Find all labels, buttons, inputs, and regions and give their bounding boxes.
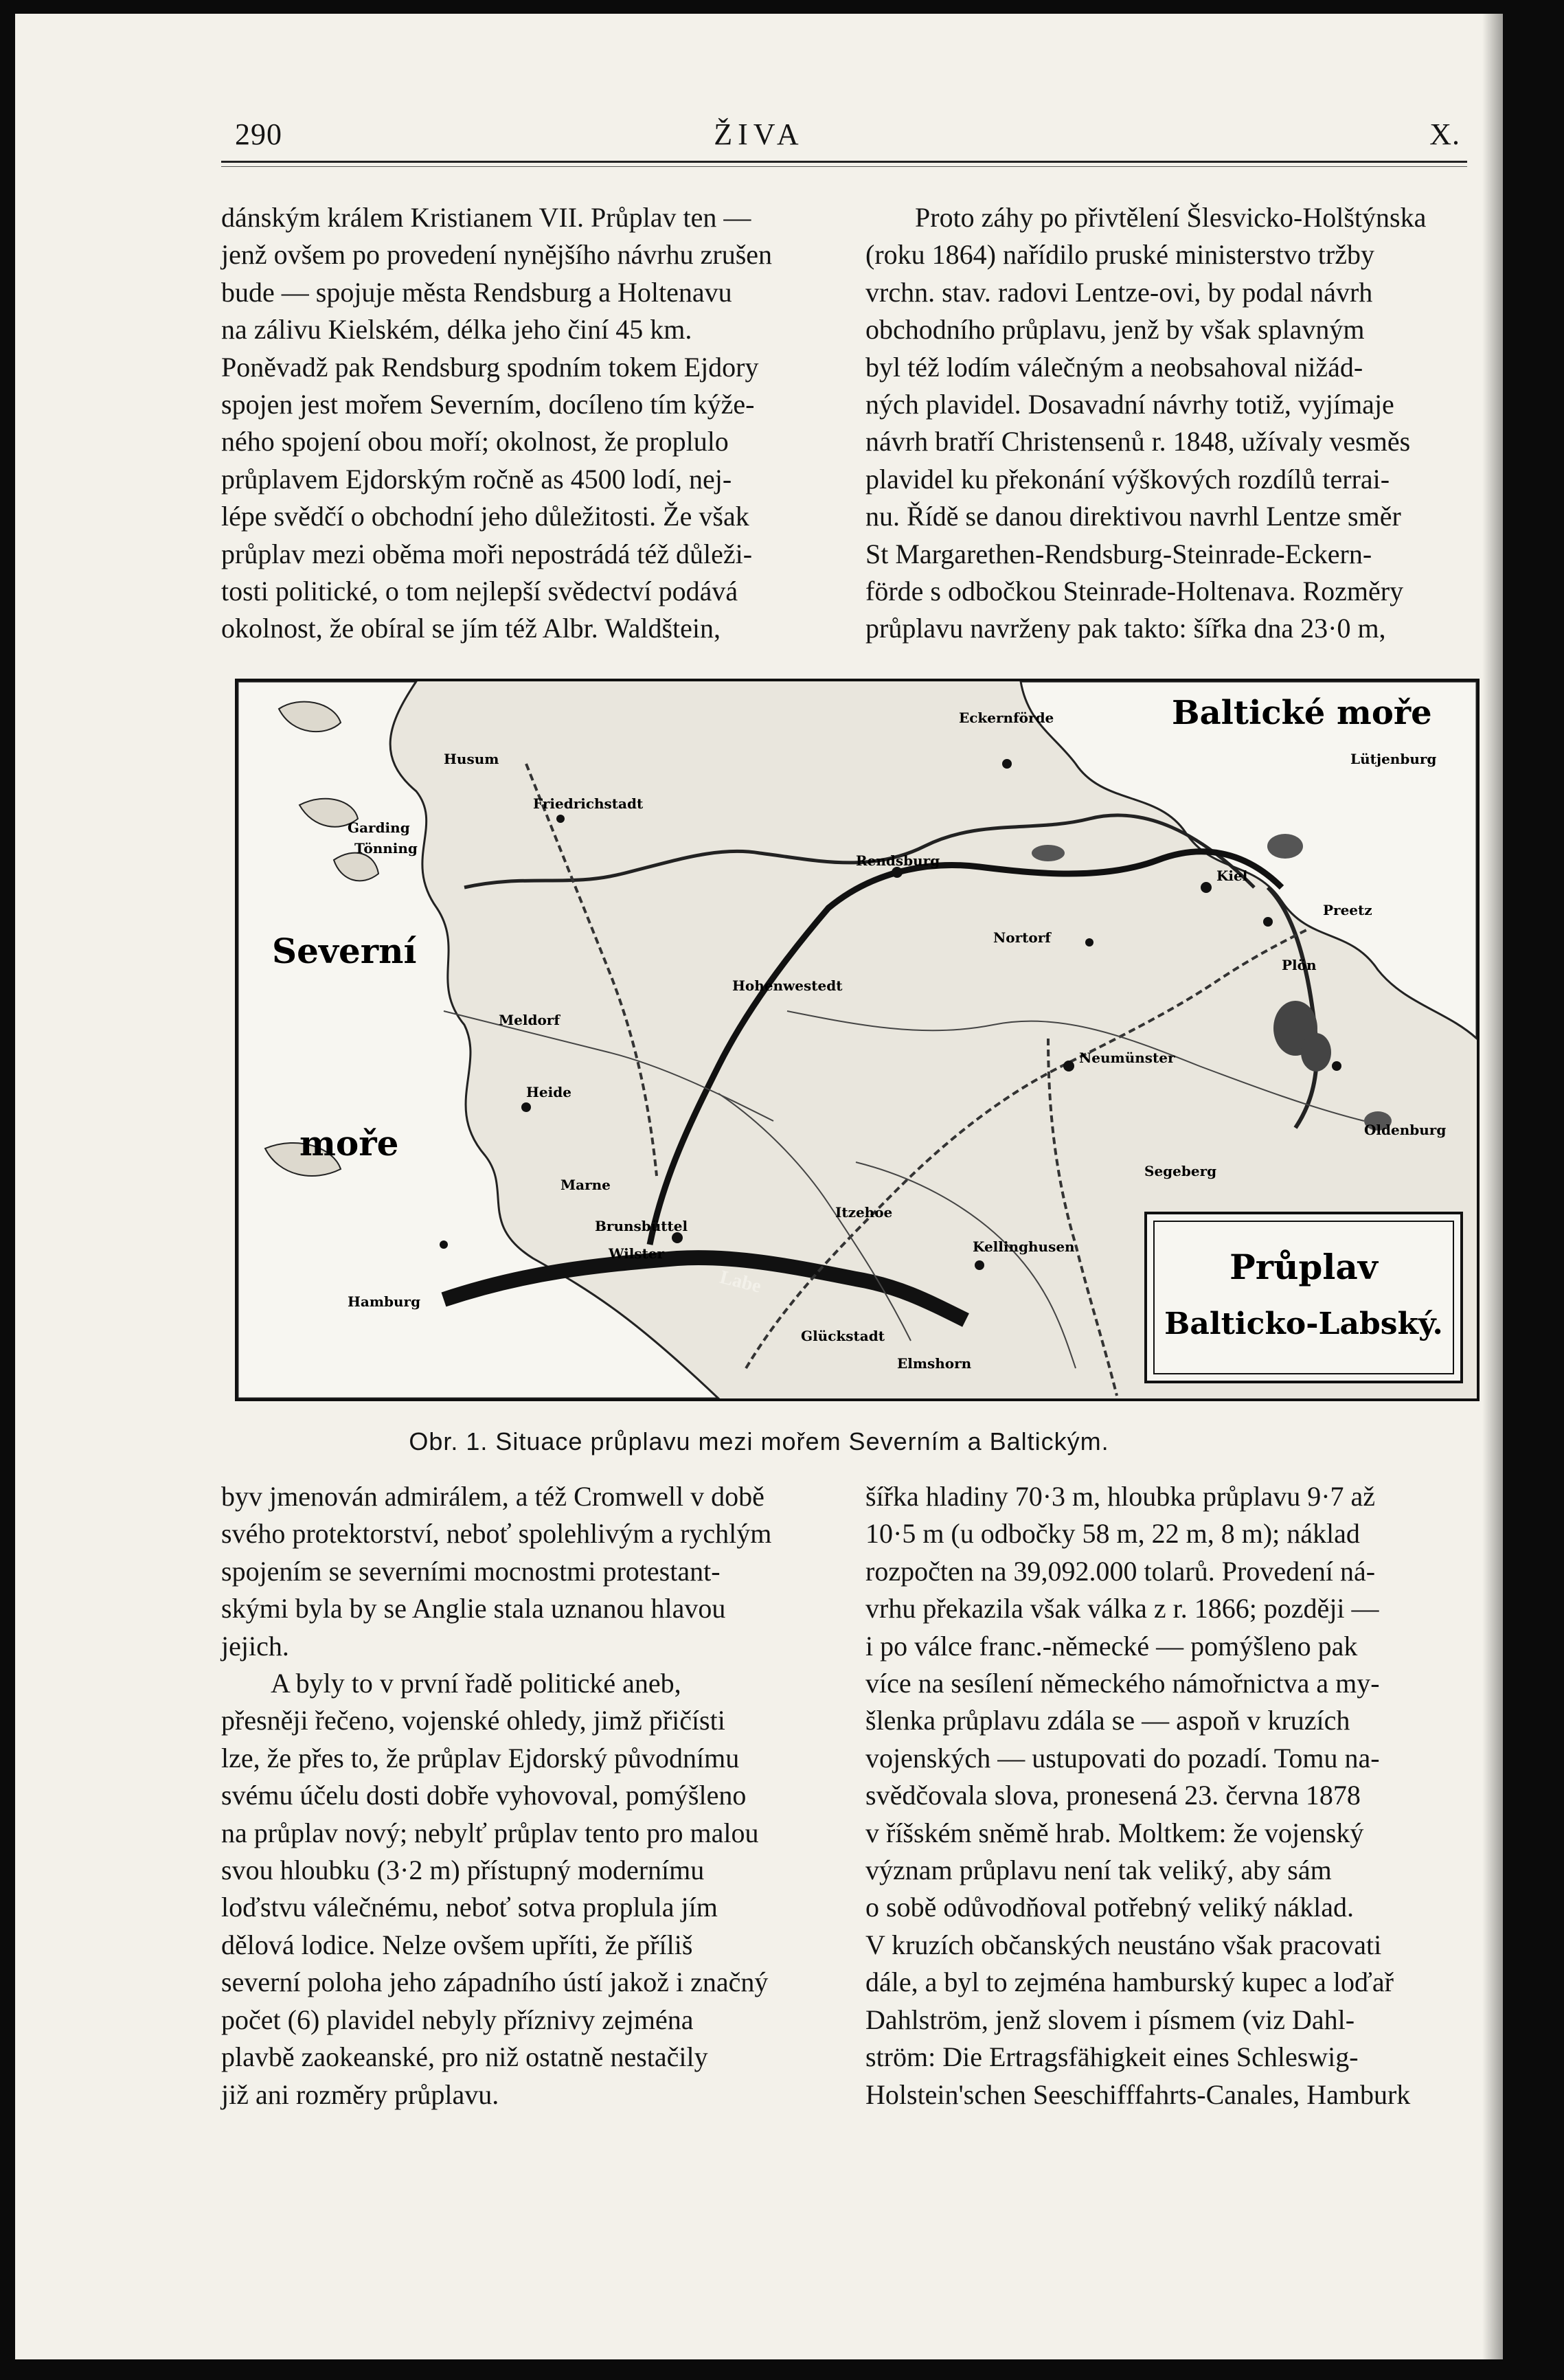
place-label: Plön [1282,957,1317,973]
text-line: na průplav nový; nebylť průplav tento pro malou [221,1817,759,1848]
text-line: byv jmenován admirálem, a též Cromwell v době [221,1481,764,1512]
text-line: svého protektorství, neboť spolehlivým a rychlým [221,1518,772,1550]
map-title-line1: Průplav [1229,1247,1378,1287]
text-line: počet (6) plavidel nebyly příznivy zejména [221,2004,694,2035]
text-line: dánským králem Kristianem VII. Průplav ten — [221,202,751,233]
place-label: Eckernförde [959,710,1054,726]
place-label: Tönning [354,840,418,857]
text-line: loďstvu válečnému, neboť sotva proplula jím [221,1892,718,1923]
text-line: spojen jest mořem Severním, docíleno tím kýže- [221,389,755,420]
text-line: průplav mezi oběma moři nepostrádá též důleži- [221,538,753,569]
map-title-box [1146,1213,1462,1382]
sea-label-north-2: moře [299,1123,399,1164]
volume-number: X. [1429,117,1460,151]
text-line: význam průplavu není tak veliký, aby sám [865,1855,1332,1886]
text-line: přesněji řečeno, vojenské ohledy, jimž přičísti [221,1705,725,1736]
road [856,1162,1076,1368]
text-line: Holstein'schen Seeschifffahrts-Canales, Hamburk [865,2078,1411,2110]
text-line: förde s odbočkou Steinrade-Holtenava. Rozměry [865,576,1404,607]
place-label: Garding [348,819,410,836]
lake [1301,1033,1331,1072]
eider-river [464,815,1254,887]
road [444,1011,773,1121]
place-label: Elmshorn [897,1355,972,1372]
text-line: vojenských — ustupovati do pozadí. Tomu na- [865,1742,1380,1773]
text-line: skými byla by se Anglie stala uznanou hlavou [221,1593,726,1624]
text-line: i po válce franc.-německé — pomýšleno pak [865,1630,1358,1662]
river-label-elbe: Labe [717,1266,764,1297]
place-label: Hohenwestedt [732,977,843,994]
text-line: svědčovala slova, pronesená 23. června 1878 [865,1780,1361,1811]
place-label: Meldorf [499,1012,560,1028]
text-line: vrchn. stav. radovi Lentze-ovi, by podal návrh [865,276,1373,308]
text-line: více na sesílení německého námořnictva a my- [865,1668,1380,1699]
text-line: Dahlström, jenž slovem i písmem (viz Dahl- [865,2004,1355,2035]
railway [526,764,657,1176]
text-line: lze, že přes to, že průplav Ejdorský původnímu [221,1742,740,1773]
text-line: v říšském sněmě hrab. Moltkem: že vojenský [865,1817,1364,1848]
text-line: spojením se severními mocnostmi protestant- [221,1555,721,1587]
text-line: dále, a byl to zejména hamburský kupec a loďař [865,1967,1394,1998]
place-label: Rendsburg [856,852,940,869]
column-right-top [865,199,1484,648]
text-line: o sobě odůvodňoval potřebný veliký náklad. [865,1892,1354,1923]
map-drawing [238,681,1477,1398]
journal-title: ŽIVA [714,117,804,151]
text-line: šířka hladiny 70·3 m, hloubka průplavu 9·7 až [865,1481,1376,1512]
text-line: průplavu navrženy pak takto: šířka dna 23·0 m, [865,613,1386,644]
text-line: vrhu překazila však válka z r. 1866; později — [865,1593,1379,1624]
place-label: Glückstadt [801,1328,885,1344]
journal-page [15,14,1503,2359]
text-line: již ani rozměry průplavu. [221,2078,499,2110]
text-line: V kruzích občanských neustáno však pracovati [865,1929,1382,1960]
map-title-line2: Balticko-Labský. [1164,1306,1443,1341]
place-label: Wilster [609,1245,665,1262]
place-label: Hamburg [348,1293,421,1310]
place-label: Heide [526,1084,571,1100]
column-left-bottom [221,1478,839,2113]
text-line: jenž ovšem po provedení nynějšího návrhu zrušen [221,239,773,271]
text-line: Proto záhy po přivtělení Šlesvicko-Holštýnska [915,202,1427,233]
lake [1032,845,1065,861]
place-label: Oldenburg [1364,1122,1447,1138]
column-right-bottom [865,1478,1484,2113]
header-rule [221,161,1467,163]
place-label: Kiel [1216,868,1248,884]
canal-route [650,852,1282,1245]
canal-map [235,679,1480,1401]
place-label: Neumünster [1079,1050,1175,1066]
railway [1048,1039,1117,1396]
place-label: Kellinghusen [973,1238,1075,1255]
text-line: St Margarethen-Rendsburg-Steinrade-Eckern- [865,538,1372,569]
text-line: severní poloha jeho západního ústí jakož i značný [221,1967,769,1998]
place-label: Brunsbüttel [595,1218,688,1234]
text-line: plavbě zaokeanské, pro niž ostatně nestačily [221,2041,708,2073]
text-line: plavidel ku překonání výškových rozdílů terrai- [865,463,1390,495]
text-line: (roku 1864) nařídilo pruské ministerstvo tržby [865,239,1374,271]
text-line: ných plavidel. Dosavadní návrhy totiž, vyjímaje [865,389,1394,420]
place-label: Preetz [1323,902,1372,918]
place-label: Lütjenburg [1350,751,1437,767]
sea-label-north-1: Severní [272,931,417,971]
text-line: svou hloubku (3·2 m) přístupný modernímu [221,1855,705,1886]
text-line: návrh bratří Christensenů r. 1848, užívaly vesměs [865,426,1411,457]
figure-caption: Obr. 1. Situace průplavu mezi mořem Severním a Baltickým. [409,1427,1109,1455]
text-line: dělová lodice. Nelze ovšem upříti, že příliš [221,1929,693,1960]
text-line: nu. Řídě se danou direktivou navrhl Lentze směr [865,501,1401,532]
page-number: 290 [235,117,282,151]
text-line: byl též lodím válečným a neobsahoval nižád- [865,351,1363,383]
text-line: svému účelu dosti dobře vyhovoval, pomýšleno [221,1780,747,1811]
lake [1267,834,1303,859]
text-line: tosti politické, o tom nejlepší svědectví podává [221,576,738,607]
text-line: obchodního průplavu, jenž by však splavným [865,314,1365,345]
text-line: rozpočten na 39,092.000 tolarů. Provedení ná- [865,1555,1376,1587]
place-label: Nortorf [993,929,1051,946]
place-label: Marne [560,1177,611,1193]
text-line: šlenka průplavu zdála se — aspoň v kruzích [865,1705,1350,1736]
text-line: lépe svědčí o obchodní jeho důležitosti. Že však [221,501,749,532]
text-line: A byly to v první řadě politické aneb, [271,1668,681,1699]
header-rule-thin [221,166,1467,167]
text-line: okolnost, že obíral se jím též Albr. Waldštein, [221,613,721,644]
text-line: na zálivu Kielském, délka jeho činí 45 km. [221,314,692,345]
place-label: Segeberg [1144,1163,1217,1179]
place-label: Itzehoe [835,1204,893,1221]
sea-label-baltic: Baltické moře [1172,694,1432,732]
text-line: ström: Die Ertragsfähigkeit eines Schleswig- [865,2041,1359,2073]
page-edge-shadow [1482,14,1503,2359]
text-line: ného spojení obou moří; okolnost, že proplulo [221,426,729,457]
text-line: Poněvadž pak Rendsburg spodním tokem Ejdory [221,351,759,383]
text-line: jejich. [221,1630,289,1662]
text-line: průplavem Ejdorským ročně as 4500 lodí, nej- [221,463,732,495]
text-line: 10·5 m (u odbočky 58 m, 22 m, 8 m); náklad [865,1518,1360,1550]
text-line: bude — spojuje města Rendsburg a Holtenavu [221,276,732,308]
place-label: Husum [444,751,499,767]
place-label: Friedrichstadt [533,795,644,812]
column-left-top [221,199,839,648]
